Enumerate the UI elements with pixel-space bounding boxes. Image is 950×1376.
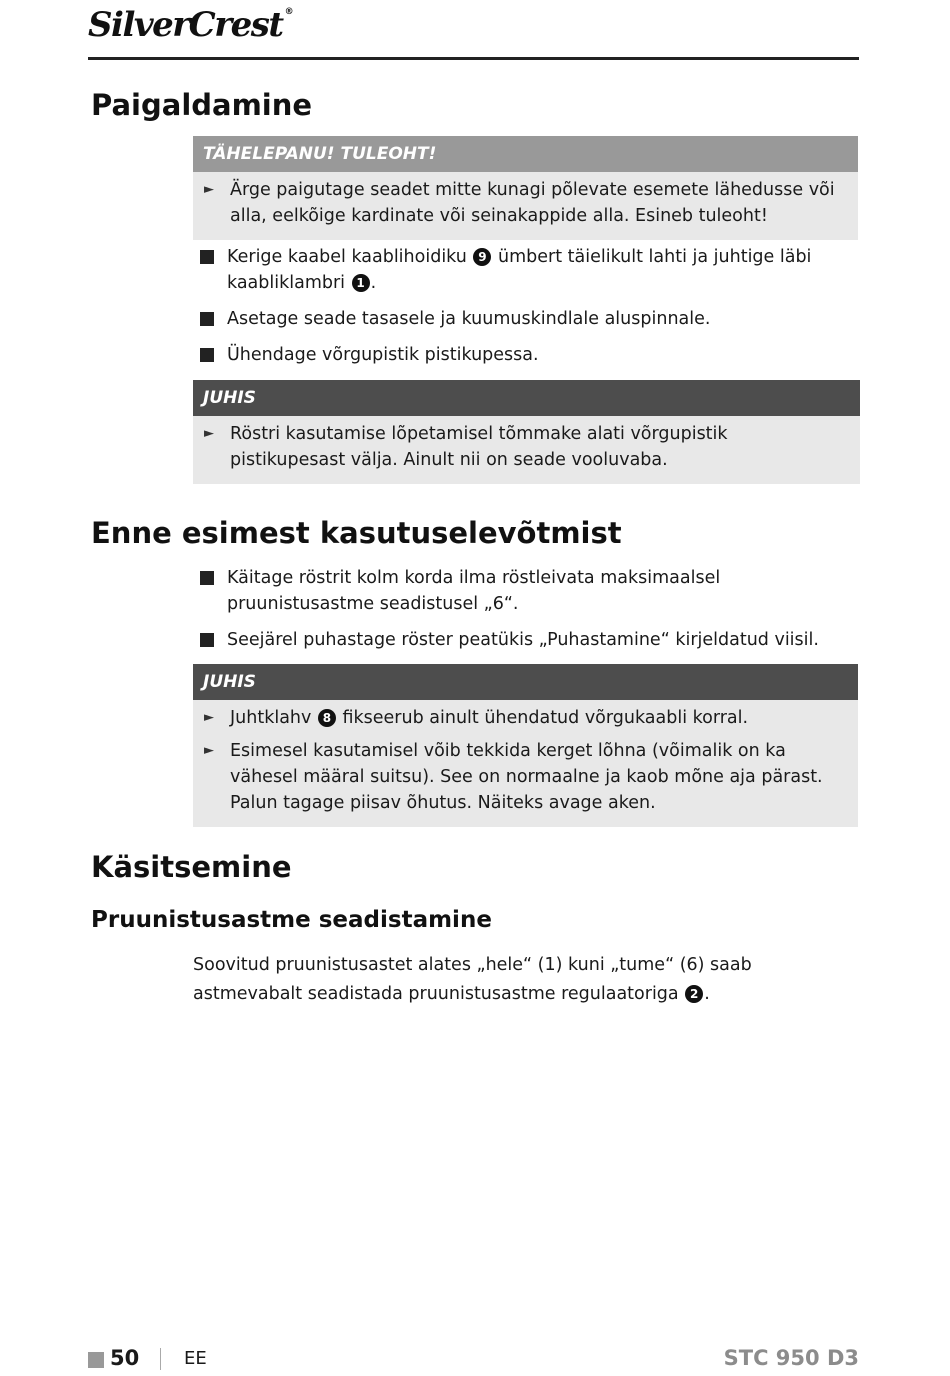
arrow-icon: ► [204,743,214,758]
section-title-install: Paigaldamine [91,88,313,122]
bullet-square-icon [200,348,214,362]
first-use-steps [199,565,849,663]
section-title-first-use: Enne esimest kasutuselevõtmist [91,516,622,550]
footer [88,1346,859,1376]
list-item: Asetage seade tasasele ja kuumuskindlale aluspinnale. [199,306,849,332]
list-item: Ühendage võrgupistik pistikupessa. [199,342,849,368]
page-number: 50 [110,1346,140,1370]
section-title-operation: Käsitsemine [91,850,292,884]
install-steps [199,244,849,378]
bullet-square-icon [200,633,214,647]
note-item: ► Röstri kasutamise lõpetamisel tõmmake alati võrgupistik pistikupesast välja. Ainult nii on seade vooluvaba. [204,421,846,473]
warning-item: ► Ärge paigutage seadet mitte kunagi põlevate esemete lähedusse või alla, eelkõige kardinate või seinakappide alla. Esineb tuleoht! [204,177,844,229]
header-rule [88,57,859,60]
note-item: ► Esimesel kasutamisel võib tekkida kerget lõhna (võimalik on ka vähesel määral suitsu). See on normaalne ja kaob mõne aja pärast. Palun tagage piisav õhutus. Näiteks avage aken. [204,738,844,816]
callout-number-icon: 2 [685,985,703,1003]
bullet-square-icon [200,250,214,264]
warning-heading: TÄHELEPANU! TULEOHT! [193,136,858,172]
warning-box [193,136,858,240]
note-box [193,380,860,484]
bullet-square-icon [200,312,214,326]
callout-number-icon: 9 [473,248,491,266]
footer-square-icon [88,1352,104,1368]
brand-logo: SilverCrest ® [88,5,293,45]
list-item: Seejärel puhastage röster peatükis „Puhastamine“ kirjeldatud viisil. [199,627,849,653]
callout-number-icon: 8 [318,709,336,727]
note-heading: JUHIS [193,380,860,416]
model-number: STC 950 D3 [723,1346,859,1370]
arrow-icon: ► [204,710,214,725]
body-paragraph: Soovitud pruunistusastet alates „hele“ (1) kuni „tume“ (6) saab astmevabalt seadistada pruunistusastme regulaatoriga 2 . [193,955,752,1004]
callout-number-icon: 1 [352,274,370,292]
subsection-title: Pruunistusastme seadistamine [91,907,492,933]
note-heading: JUHIS [193,664,858,700]
list-item: Käitage röstrit kolm korda ilma röstleivata maksimaalsel pruunistusastme seadistusel „6“. [199,565,849,617]
language-code: EE [184,1348,207,1369]
bullet-square-icon [200,571,214,585]
footer-divider [160,1348,161,1370]
arrow-icon: ► [204,182,214,197]
arrow-icon: ► [204,426,214,441]
header [88,5,859,45]
list-item: Kerige kaabel kaablihoidiku 9 ümbert täielikult lahti ja juhtige läbi kaabliklambri 1 . [199,244,849,296]
note-item: ► Juhtklahv 8 fikseerub ainult ühendatud võrgukaabli korral. [204,705,844,731]
note-box [193,664,858,827]
